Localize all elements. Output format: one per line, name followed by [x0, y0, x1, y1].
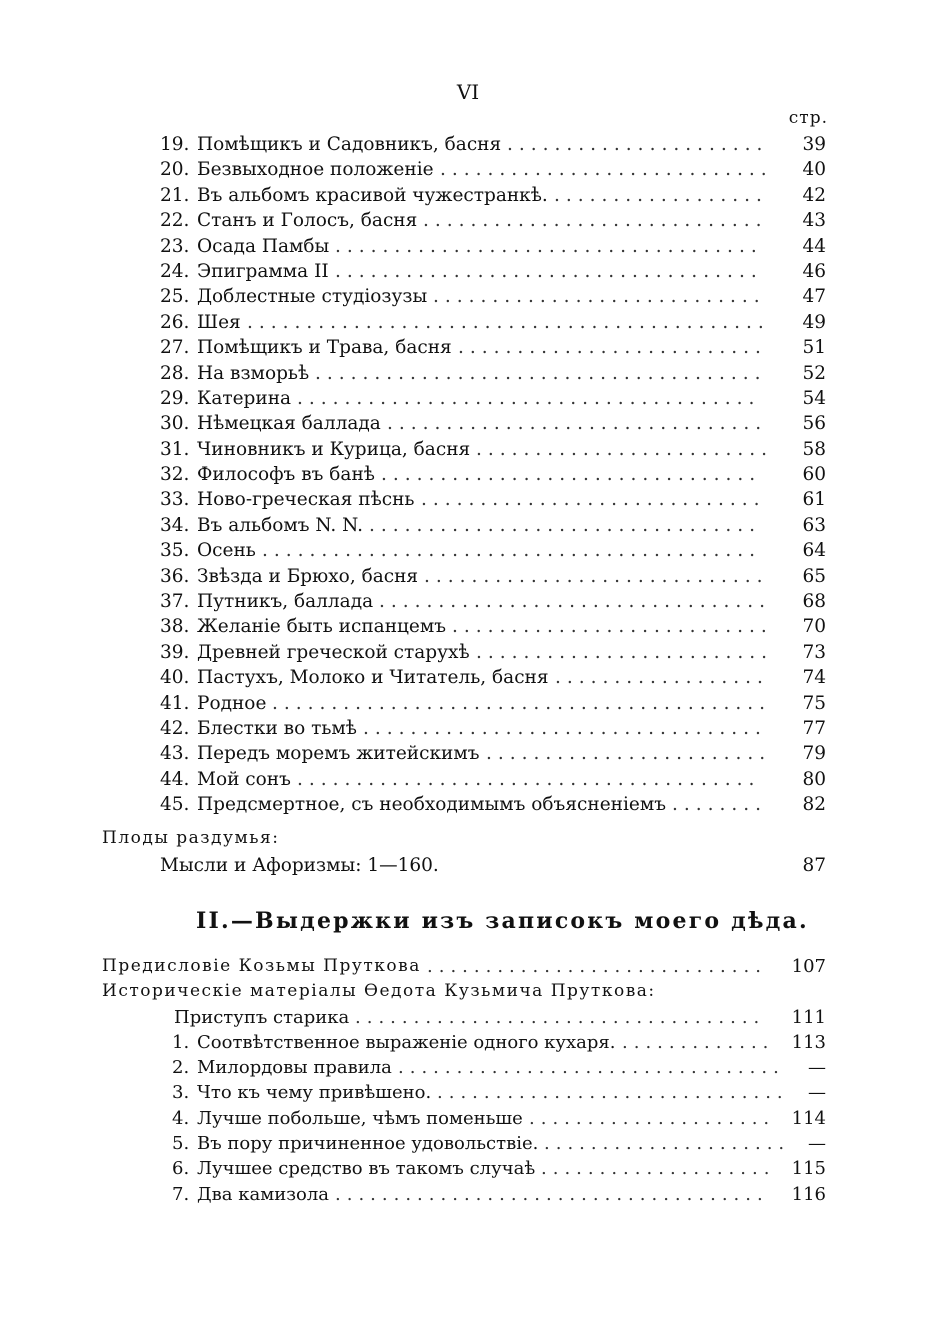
leader-dots: ........ — [672, 794, 768, 816]
toc-list — [0, 132, 936, 818]
toc-entry[interactable] — [0, 132, 936, 157]
item-number: 5. — [172, 1133, 190, 1155]
leader-dots: ...................................... — [315, 362, 767, 384]
entry-number: 27. — [160, 337, 190, 359]
toc-entry[interactable] — [0, 716, 936, 741]
entry-page: 47 — [802, 286, 826, 308]
toc-entry[interactable] — [0, 234, 936, 259]
entry-number: 37. — [160, 591, 190, 613]
toc-entry[interactable] — [0, 538, 936, 563]
entry-title: Осада Памбы — [197, 235, 330, 257]
preface-title: Предисловіе Козьмы Пруткова — [102, 956, 421, 976]
leader-dots: ....................................... — [297, 387, 761, 409]
item-number: 6. — [172, 1158, 190, 1180]
entry-number: 36. — [160, 565, 190, 587]
leader-dots: ............................. — [421, 489, 766, 511]
entry-number: 22. — [160, 210, 190, 232]
entry-page: 39 — [802, 134, 826, 155]
toc-entry[interactable] — [0, 386, 936, 411]
entry-title: Желаніе быть испанцемъ — [197, 616, 447, 638]
toc-entry[interactable] — [0, 335, 936, 360]
entry-title: Родное — [197, 692, 267, 714]
entry-number: 31. — [160, 438, 190, 460]
leader-dots: .................................... — [335, 235, 763, 257]
entry-title: Блестки во тьмѣ — [197, 717, 357, 739]
leader-dots: ............. — [622, 1031, 775, 1053]
entry-page: 46 — [802, 260, 826, 282]
entry-number: 40. — [160, 667, 190, 689]
item-title: Что къ чему привѣшено. — [197, 1082, 432, 1104]
entry-page: 44 — [802, 235, 826, 257]
toc-entry[interactable] — [0, 310, 936, 335]
entry-title: Помѣщикъ и Садовникъ, басня — [197, 134, 502, 155]
toc-entry[interactable] — [0, 208, 936, 233]
leader-dots: .................................... — [335, 260, 763, 282]
item-title: Лучшее средство въ такомъ случаѣ — [197, 1158, 536, 1180]
entry-title: Передъ моремъ житейскимъ — [197, 743, 480, 765]
item-page: 113 — [791, 1031, 826, 1053]
item-page: 114 — [791, 1107, 826, 1129]
entry-title: Мой сонъ — [197, 768, 291, 790]
entry-title: Звѣзда и Брюхо, басня — [197, 565, 419, 587]
entry-number: 19. — [160, 134, 190, 155]
entry-page: 79 — [802, 743, 826, 765]
leader-dots: .......................................... — [262, 540, 761, 562]
leader-dots: .................... — [541, 1158, 776, 1180]
leader-dots: ............................. — [423, 210, 768, 232]
leader-dots: ................................. — [369, 514, 762, 536]
toc-entry[interactable] — [0, 284, 936, 309]
entry-page: 60 — [802, 464, 826, 486]
item-page: 116 — [791, 1183, 826, 1205]
leader-dots: ........................ — [486, 743, 772, 765]
leader-dots: ................................. — [379, 591, 772, 613]
entry-page: 49 — [802, 311, 826, 333]
entry-number: 30. — [160, 413, 190, 435]
leader-dots: ...................... — [507, 134, 769, 155]
entry-number: 42. — [160, 717, 190, 739]
leader-dots: ................................... — [355, 1006, 766, 1028]
entry-title: Осень — [197, 540, 256, 562]
leader-dots: ................................. — [398, 1057, 785, 1079]
toc-entry[interactable] — [0, 183, 936, 208]
item-title: Соотвѣтственное выраженіе одного кухаря. — [197, 1031, 616, 1053]
preface-entry[interactable] — [0, 954, 936, 979]
fruits-page: 87 — [802, 855, 826, 876]
leader-dots: ............................ — [440, 159, 773, 181]
entry-number: 21. — [160, 184, 190, 206]
entry-title: Пастухъ, Молоко и Читатель, басня — [197, 667, 549, 689]
entry-page: 43 — [802, 210, 826, 232]
entry-title: Помѣщикъ и Трава, басня — [197, 337, 452, 359]
item-page: 115 — [791, 1158, 826, 1180]
entry-page: 82 — [802, 794, 826, 816]
entry-page: 52 — [802, 362, 826, 384]
entry-number: 32. — [160, 464, 190, 486]
item-title: Приступъ старика — [174, 1006, 350, 1028]
entry-number: 34. — [160, 514, 190, 536]
toc-entry[interactable] — [0, 589, 936, 614]
toc-entry[interactable] — [0, 792, 936, 817]
entry-title: Предсмертное, съ необходимымъ объясненіемъ — [197, 794, 666, 816]
entry-number: 43. — [160, 743, 190, 765]
leader-dots: ............................................ — [247, 311, 770, 333]
entry-number: 29. — [160, 387, 190, 409]
entry-number: 41. — [160, 692, 190, 714]
leader-dots: ................................ — [381, 464, 762, 486]
entry-title: Чиновникъ и Курица, басня — [197, 438, 471, 460]
toc-entry[interactable] — [0, 361, 936, 386]
toc-entry[interactable] — [0, 665, 936, 690]
leader-dots: ............................. — [424, 565, 769, 587]
toc-entry[interactable] — [0, 513, 936, 538]
item-page: 111 — [791, 1006, 826, 1028]
item-number: 1. — [172, 1031, 190, 1053]
entry-number: 24. — [160, 260, 190, 282]
preface-page: 107 — [791, 956, 826, 977]
entry-number: 38. — [160, 616, 190, 638]
leader-dots: .................. — [555, 667, 769, 689]
leader-dots: ..................... — [544, 1133, 791, 1155]
leader-dots: .............................. — [437, 1082, 789, 1104]
item-number: 4. — [172, 1107, 190, 1129]
part-two-list — [0, 954, 936, 1207]
materials-heading — [0, 979, 936, 1004]
entry-page: 68 — [802, 591, 826, 613]
leader-dots: ........................... — [452, 616, 773, 638]
entry-page: 63 — [802, 514, 826, 536]
part-two-title: II.—Выдержки изъ записокъ моего дѣда. — [196, 908, 809, 934]
entry-page: 64 — [802, 540, 826, 562]
page-column-label: стр. — [788, 108, 828, 128]
leader-dots: ..................................... — [335, 1183, 769, 1205]
leader-dots: ................................ — [387, 413, 768, 435]
fruits-item[interactable]: Мысли и Афоризмы: 1—160. — [160, 855, 439, 876]
entry-page: 74 — [802, 667, 826, 689]
entry-title: Доблестные студіозузы — [197, 286, 428, 308]
entry-title: Катерина — [197, 387, 292, 409]
leader-dots: .................................. — [363, 717, 767, 739]
entry-page: 58 — [802, 438, 826, 460]
entry-page: 54 — [802, 387, 826, 409]
entry-number: 26. — [160, 311, 190, 333]
entry-number: 45. — [160, 794, 190, 816]
leader-dots: ....................................... — [297, 768, 761, 790]
materials-item[interactable] — [0, 1055, 936, 1080]
entry-number: 33. — [160, 489, 190, 511]
entry-title: На взморьѣ — [197, 362, 310, 384]
entry-title: Ново-греческая пѣснь — [197, 489, 415, 511]
entry-title: Нѣмецкая баллада — [197, 413, 381, 435]
toc-entry[interactable] — [0, 437, 936, 462]
entry-number: 35. — [160, 540, 190, 562]
entry-page: 70 — [802, 616, 826, 638]
toc-entry[interactable] — [0, 640, 936, 665]
toc-entry[interactable] — [0, 487, 936, 512]
toc-entry[interactable] — [0, 411, 936, 436]
item-title: Два камизола — [197, 1183, 330, 1205]
entry-page: 80 — [802, 768, 826, 790]
entry-number: 44. — [160, 768, 190, 790]
toc-entry[interactable] — [0, 462, 936, 487]
leader-dots: .................. — [554, 184, 768, 206]
toc-entry[interactable] — [0, 741, 936, 766]
item-title: Въ пору причиненное удовольствіе. — [197, 1133, 539, 1155]
materials-item[interactable] — [0, 1005, 936, 1030]
materials-item[interactable] — [0, 1131, 936, 1156]
leader-dots: ..................... — [529, 1107, 776, 1129]
entry-number: 28. — [160, 362, 190, 384]
leader-dots: ......................... — [476, 438, 774, 460]
entry-title: Философъ въ банѣ — [197, 464, 375, 486]
item-number: 3. — [172, 1082, 190, 1104]
entry-number: 20. — [160, 159, 190, 181]
toc-entry[interactable] — [0, 157, 936, 182]
entry-number: 25. — [160, 286, 190, 308]
materials-item[interactable] — [0, 1182, 936, 1207]
leader-dots: ......................... — [476, 641, 774, 663]
toc-entry[interactable] — [0, 259, 936, 284]
entry-page: 75 — [802, 692, 826, 714]
item-page: — — [808, 1082, 826, 1104]
toc-entry[interactable] — [0, 614, 936, 639]
entry-title: Въ альбомъ красивой чужестранкѣ. — [197, 184, 548, 206]
entry-page: 56 — [802, 413, 826, 435]
item-number: 7. — [172, 1183, 190, 1205]
page-number: VI — [456, 80, 480, 104]
entry-number: 39. — [160, 641, 190, 663]
entry-number: 23. — [160, 235, 190, 257]
entry-page: 73 — [802, 641, 826, 663]
entry-title: Древней греческой старухѣ — [197, 641, 470, 663]
item-number: 2. — [172, 1057, 190, 1079]
entry-page: 40 — [802, 159, 826, 181]
materials-item[interactable] — [0, 1080, 936, 1105]
entry-title: Эпиграмма II — [197, 260, 329, 282]
leader-dots: .......................... — [458, 337, 767, 359]
leader-dots: ............................ — [433, 286, 766, 308]
fruits-heading: Плоды раздумья: — [102, 828, 280, 848]
item-title: Милордовы правила — [197, 1057, 392, 1079]
materials-item[interactable] — [0, 1106, 936, 1131]
materials-item[interactable] — [0, 1030, 936, 1055]
toc-entry[interactable] — [0, 691, 936, 716]
toc-entry[interactable] — [0, 564, 936, 589]
entry-title: Въ альбомъ N. N. — [197, 514, 364, 536]
materials-heading-text: Историческіе матеріалы Ѳедота Кузьмича Пруткова: — [102, 981, 656, 1002]
entry-title: Станъ и Голосъ, басня — [197, 210, 418, 232]
entry-title: Шея — [197, 311, 241, 333]
entry-page: 51 — [802, 337, 826, 359]
entry-page: 61 — [802, 489, 826, 511]
entry-title: Безвыходное положеніе — [197, 159, 434, 181]
item-page: — — [808, 1133, 826, 1155]
entry-page: 42 — [802, 184, 826, 206]
leader-dots: .......................................... — [272, 692, 771, 714]
entry-page: 65 — [802, 565, 826, 587]
item-title: Лучше побольше, чѣмъ поменьше — [197, 1107, 523, 1129]
leader-dots: ............................. — [427, 956, 767, 977]
entry-page: 77 — [802, 717, 826, 739]
item-page: — — [808, 1057, 826, 1079]
entry-title: Путникъ, баллада — [197, 591, 374, 613]
toc-entry[interactable] — [0, 767, 936, 792]
materials-item[interactable] — [0, 1156, 936, 1181]
